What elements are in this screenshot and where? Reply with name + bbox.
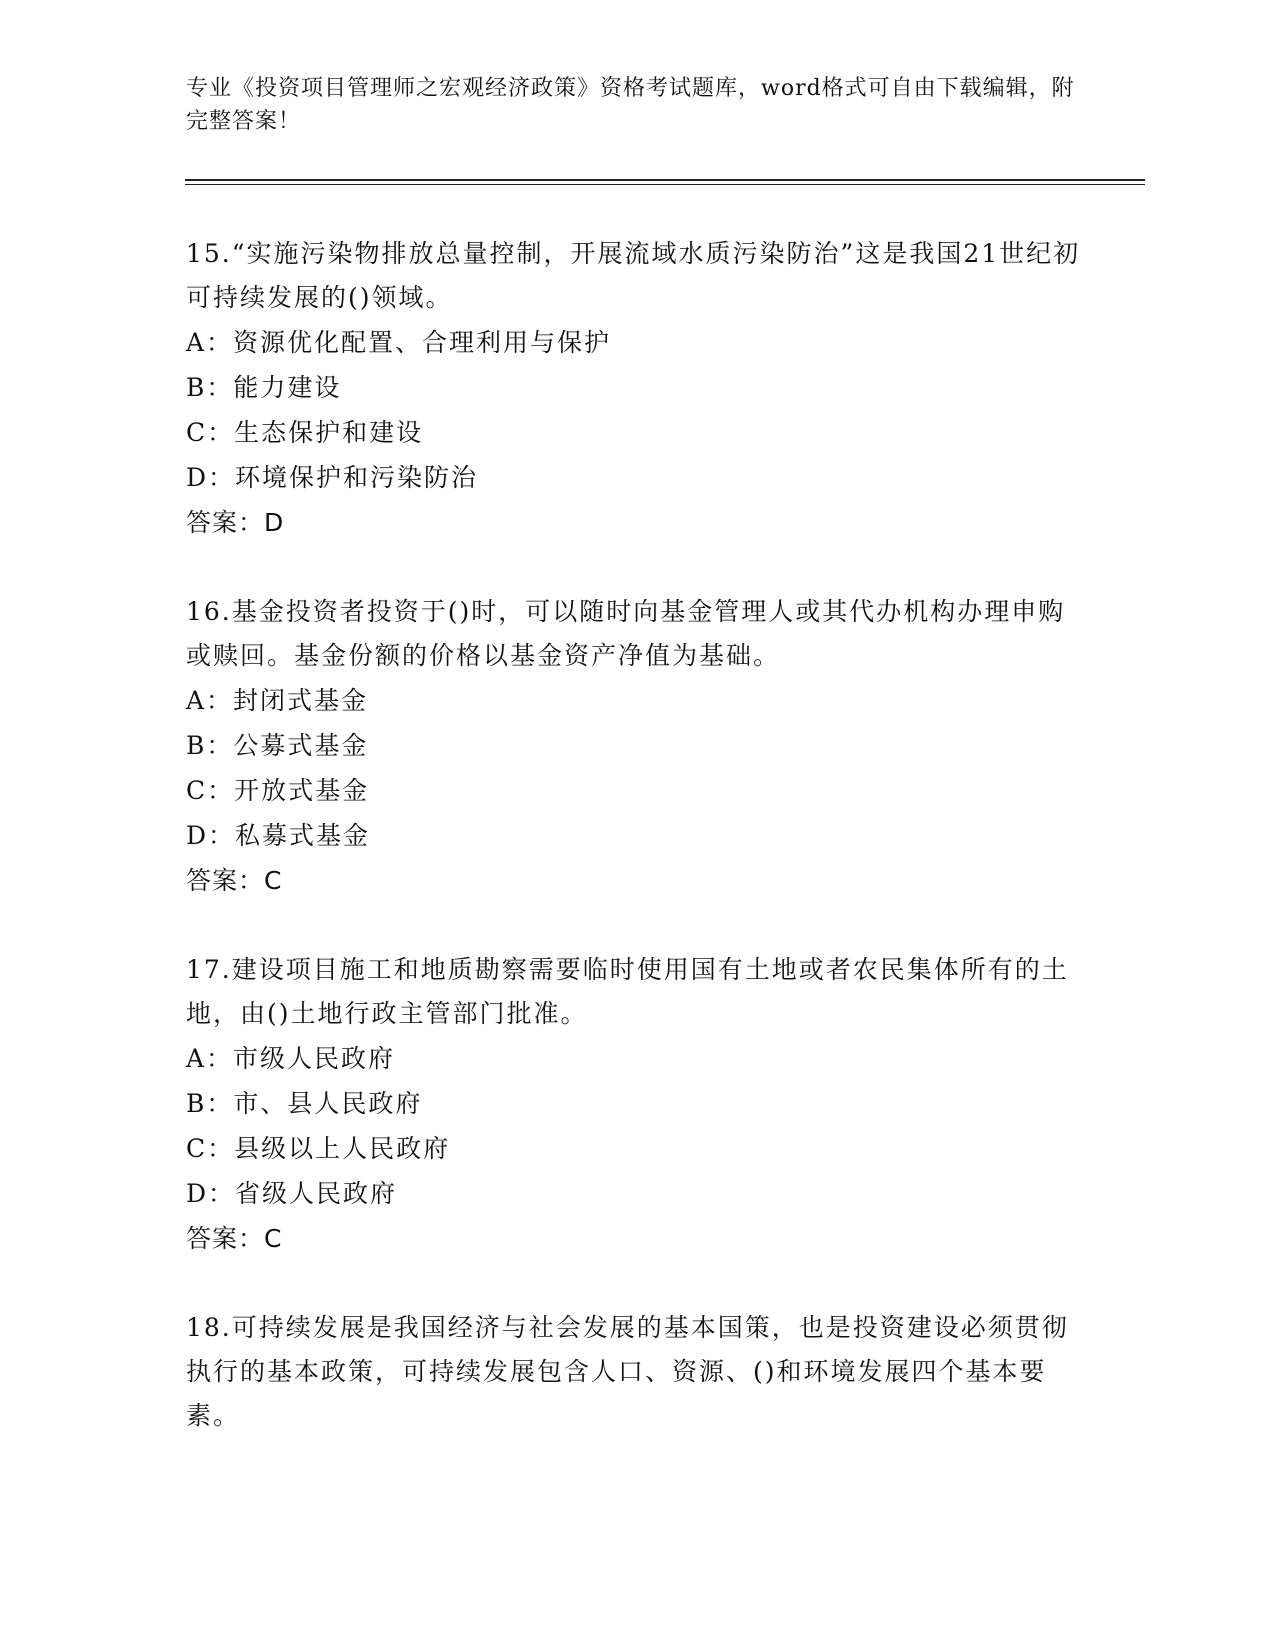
question-15 [186,232,1086,546]
option-c: C：开放式基金 [186,776,370,805]
answer: 答案：C [186,866,283,895]
option-b: B：市、县人民政府 [186,1089,423,1118]
option-c: C：生态保护和建设 [186,418,424,447]
answer: 答案：D [186,508,285,537]
header-rule-top [185,179,1145,181]
question-stem: 16.基金投资者投资于()时，可以随时向基金管理人或其代办机构办理申购或赎回。基金份额的价格以基金资产净值为基础。 [186,597,1066,670]
option-b: B：能力建设 [186,373,342,402]
question-stem: 17.建设项目施工和地质勘察需要临时使用国有土地或者农民集体所有的土地，由()土地行政主管部门批准。 [186,955,1069,1028]
question-16 [186,590,1086,904]
answer: 答案：C [186,1224,283,1253]
option-d: D：私募式基金 [186,821,371,850]
option-b: B：公募式基金 [186,731,369,760]
header-rule-bottom [185,184,1145,185]
question-list [186,232,1086,1482]
option-a: A：市级人民政府 [186,1044,396,1073]
question-18 [186,1306,1086,1438]
page-header: 专业《投资项目管理师之宏观经济政策》资格考试题库，word格式可自由下载编辑，附完整答案！ [186,76,1075,134]
question-stem: 15.“实施污染物排放总量控制，开展流域水质污染防治”这是我国21世纪初可持续发展的()领域。 [186,239,1081,312]
question-17 [186,948,1086,1262]
option-a: A：封闭式基金 [186,686,369,715]
question-stem: 18.可持续发展是我国经济与社会发展的基本国策，也是投资建设必须贯彻执行的基本政策，可持续发展包含人口、资源、()和环境发展四个基本要素。 [186,1313,1069,1430]
option-d: D：省级人民政府 [186,1179,398,1208]
option-c: C：县级以上人民政府 [186,1134,451,1163]
option-d: D：环境保护和污染防治 [186,463,479,492]
option-a: A：资源优化配置、合理利用与保护 [186,328,612,357]
